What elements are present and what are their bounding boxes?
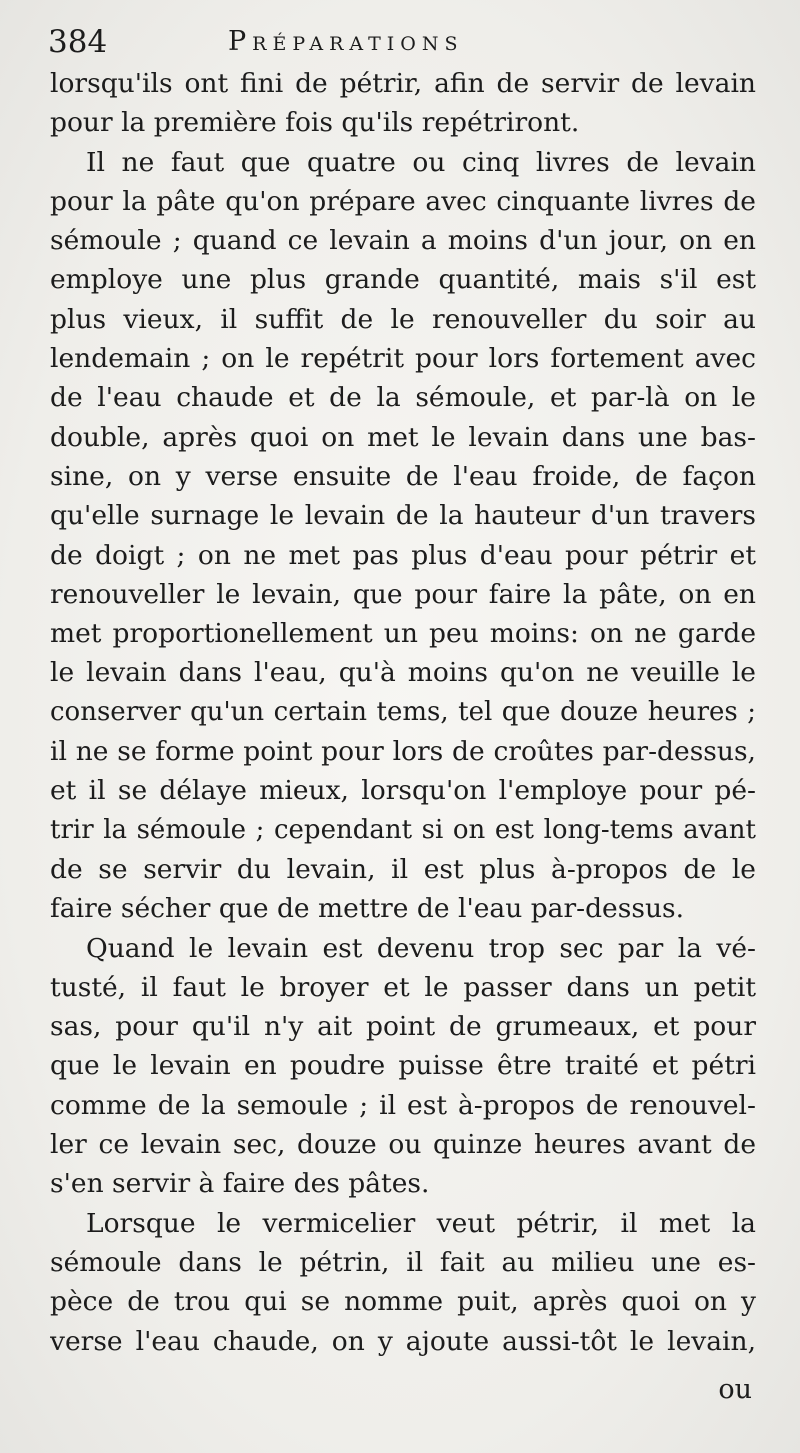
text-line: sine, on y verse ensuite de l'eau froide, de façon	[50, 460, 756, 492]
text-line: lorsqu'ils ont fini de pétrir, afin de servir de levain	[50, 68, 756, 99]
text-line: que le levain en poudre puisse être traité et pétri	[50, 1050, 756, 1082]
page-number: 384	[48, 24, 108, 60]
text-line: employe une plus grande quantité, mais s'il est	[50, 264, 756, 296]
text-line: plus vieux, il suffit de le renouveller du soir au	[50, 303, 756, 335]
text-line: Quand le levain est devenu trop sec par la vé-	[86, 932, 756, 964]
text-line: tusté, il faut le broyer et le passer dans un petit	[50, 971, 756, 1003]
text-line: pour la pâte qu'on prépare avec cinquante livres de	[50, 185, 756, 217]
text-line: de se servir du levain, il est plus à-propos de le	[50, 853, 756, 885]
text-line: pour la première fois qu'ils repétriront.	[50, 107, 580, 139]
text-line: faire sécher que de mettre de l'eau par-dessus.	[50, 893, 685, 925]
text-line: et il se délaye mieux, lorsqu'on l'employe pour pé-	[50, 775, 756, 807]
text-line: Il ne faut que quatre ou cinq livres de levain	[86, 146, 756, 178]
text-line: de doigt ; on ne met pas plus d'eau pour pétrir et	[50, 539, 756, 571]
text-line: sémoule ; quand ce levain a moins d'un jour, on en	[50, 225, 756, 257]
text-line: ler ce levain sec, douze ou quinze heures avant de	[50, 1129, 756, 1161]
text-line: qu'elle surnage le levain de la hauteur d'un travers	[50, 500, 756, 532]
page-header	[48, 22, 748, 62]
text-line: double, après quoi on met le levain dans une bas-	[50, 421, 756, 453]
text-line: le levain dans l'eau, qu'à moins qu'on ne veuille le	[50, 657, 756, 689]
text-line: renouveller le levain, que pour faire la pâte, on en	[50, 578, 756, 610]
text-line: met proportionellement un peu moins: on ne garde	[50, 618, 756, 650]
text-line: conserver qu'un certain tems, tel que douze heures ;	[50, 696, 756, 727]
catchword: ou	[718, 1374, 752, 1405]
text-line: lendemain ; on le repétrit pour lors fortement avec	[50, 343, 756, 375]
text-line: s'en servir à faire des pâtes.	[50, 1168, 430, 1200]
text-line: trir la sémoule ; cependant si on est long-tems avant	[50, 814, 756, 845]
body-text	[50, 64, 756, 1361]
text-line: Lorsque le vermicelier veut pétrir, il met la	[86, 1207, 756, 1239]
text-line: sas, pour qu'il n'y ait point de grumeaux, et pour	[50, 1011, 756, 1043]
text-line: sémoule dans le pétrin, il fait au milieu une es-	[50, 1246, 756, 1278]
text-line: verse l'eau chaude, on y ajoute aussi-tôt le levain,	[50, 1325, 756, 1357]
text-line: il ne se forme point pour lors de croûtes par-dessus,	[50, 736, 756, 768]
text-line: comme de la semoule ; il est à-propos de renouvel-	[50, 1089, 756, 1121]
text-line: de l'eau chaude et de la sémoule, et par-là on le	[50, 382, 756, 414]
text-line: pèce de trou qui se nomme puit, après quoi on y	[50, 1286, 756, 1318]
running-head: Préparations	[228, 26, 464, 57]
